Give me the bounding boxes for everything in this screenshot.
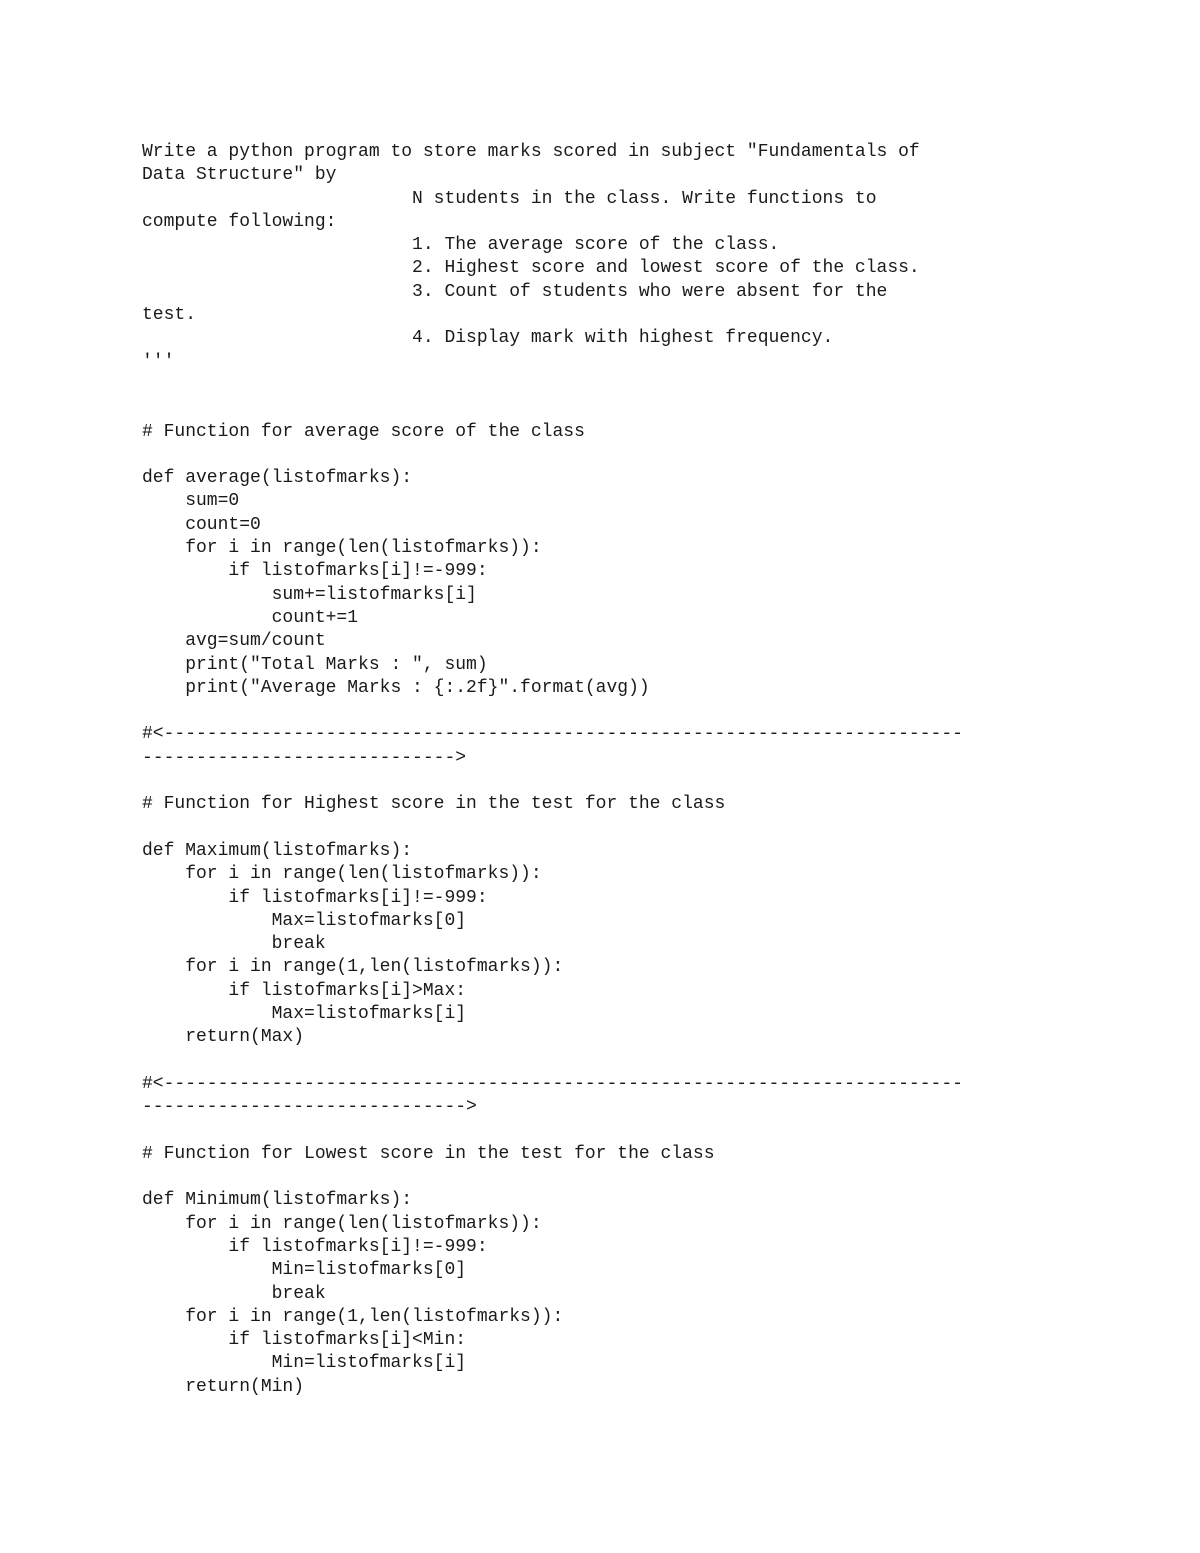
code-line: ''': [142, 351, 175, 372]
code-line: for i in range(len(listofmarks)):: [142, 1213, 542, 1234]
code-line: if listofmarks[i]>Max:: [142, 980, 467, 1001]
code-line: count=0: [142, 514, 261, 535]
code-line: [142, 374, 1142, 397]
code-line: 2. Highest score and lowest score of the class.: [142, 258, 920, 279]
code-line: for i in range(len(listofmarks)):: [142, 864, 542, 885]
code-line: if listofmarks[i]!=-999:: [142, 1236, 488, 1257]
code-line: def Maximum(listofmarks):: [142, 840, 413, 861]
code-line: 1. The average score of the class.: [142, 235, 780, 256]
code-line: if listofmarks[i]<Min:: [142, 1330, 467, 1351]
code-line: [142, 700, 1142, 723]
code-line: ----------------------------->: [142, 747, 467, 768]
code-line: count+=1: [142, 607, 359, 628]
code-line: [142, 444, 1142, 467]
code-line: [142, 397, 1142, 420]
code-line: break: [142, 934, 326, 955]
code-line: if listofmarks[i]!=-999:: [142, 561, 488, 582]
code-line: # Function for Lowest score in the test for the class: [142, 1143, 715, 1164]
code-line: [142, 1050, 1142, 1073]
code-line: # Function for average score of the class: [142, 421, 585, 442]
code-line: Write a python program to store marks scored in subject "Fundamentals of: [142, 142, 920, 162]
code-line: Min=listofmarks[0]: [142, 1260, 467, 1281]
code-line: for i in range(1,len(listofmarks)):: [142, 957, 564, 978]
code-line: return(Max): [142, 1027, 305, 1048]
code-line: #<--------------------------------------------------------------------------: [142, 724, 963, 745]
code-line: [142, 1166, 1142, 1189]
code-line: Min=listofmarks[i]: [142, 1353, 467, 1374]
code-line: 3. Count of students who were absent for the: [142, 281, 888, 302]
code-line: [142, 770, 1142, 793]
code-line: avg=sum/count: [142, 631, 326, 652]
code-line: Max=listofmarks[0]: [142, 910, 467, 931]
code-line: print("Average Marks : {:.2f}".format(avg)): [142, 677, 650, 698]
code-line: [142, 1119, 1142, 1142]
code-line: sum=0: [142, 491, 240, 512]
code-line: Data Structure" by: [142, 165, 337, 186]
code-line: #<--------------------------------------------------------------------------: [142, 1073, 963, 1094]
code-line: 4. Display mark with highest frequency.: [142, 328, 834, 349]
code-line: def Minimum(listofmarks):: [142, 1190, 413, 1211]
code-line: sum+=listofmarks[i]: [142, 584, 477, 605]
code-line: test.: [142, 305, 197, 326]
code-line: if listofmarks[i]!=-999:: [142, 887, 488, 908]
code-line: for i in range(1,len(listofmarks)):: [142, 1306, 564, 1327]
code-line: break: [142, 1283, 326, 1304]
code-line: [142, 817, 1142, 840]
code-line: ------------------------------>: [142, 1097, 477, 1118]
code-line: N students in the class. Write functions to: [142, 188, 877, 209]
code-line: print("Total Marks : ", sum): [142, 654, 488, 675]
code-listing: [142, 141, 1142, 1399]
code-line: def average(listofmarks):: [142, 468, 413, 489]
code-line: Max=listofmarks[i]: [142, 1003, 467, 1024]
code-line: compute following:: [142, 211, 337, 232]
code-line: for i in range(len(listofmarks)):: [142, 538, 542, 559]
code-line: return(Min): [142, 1376, 305, 1397]
code-line: # Function for Highest score in the test for the class: [142, 794, 726, 815]
